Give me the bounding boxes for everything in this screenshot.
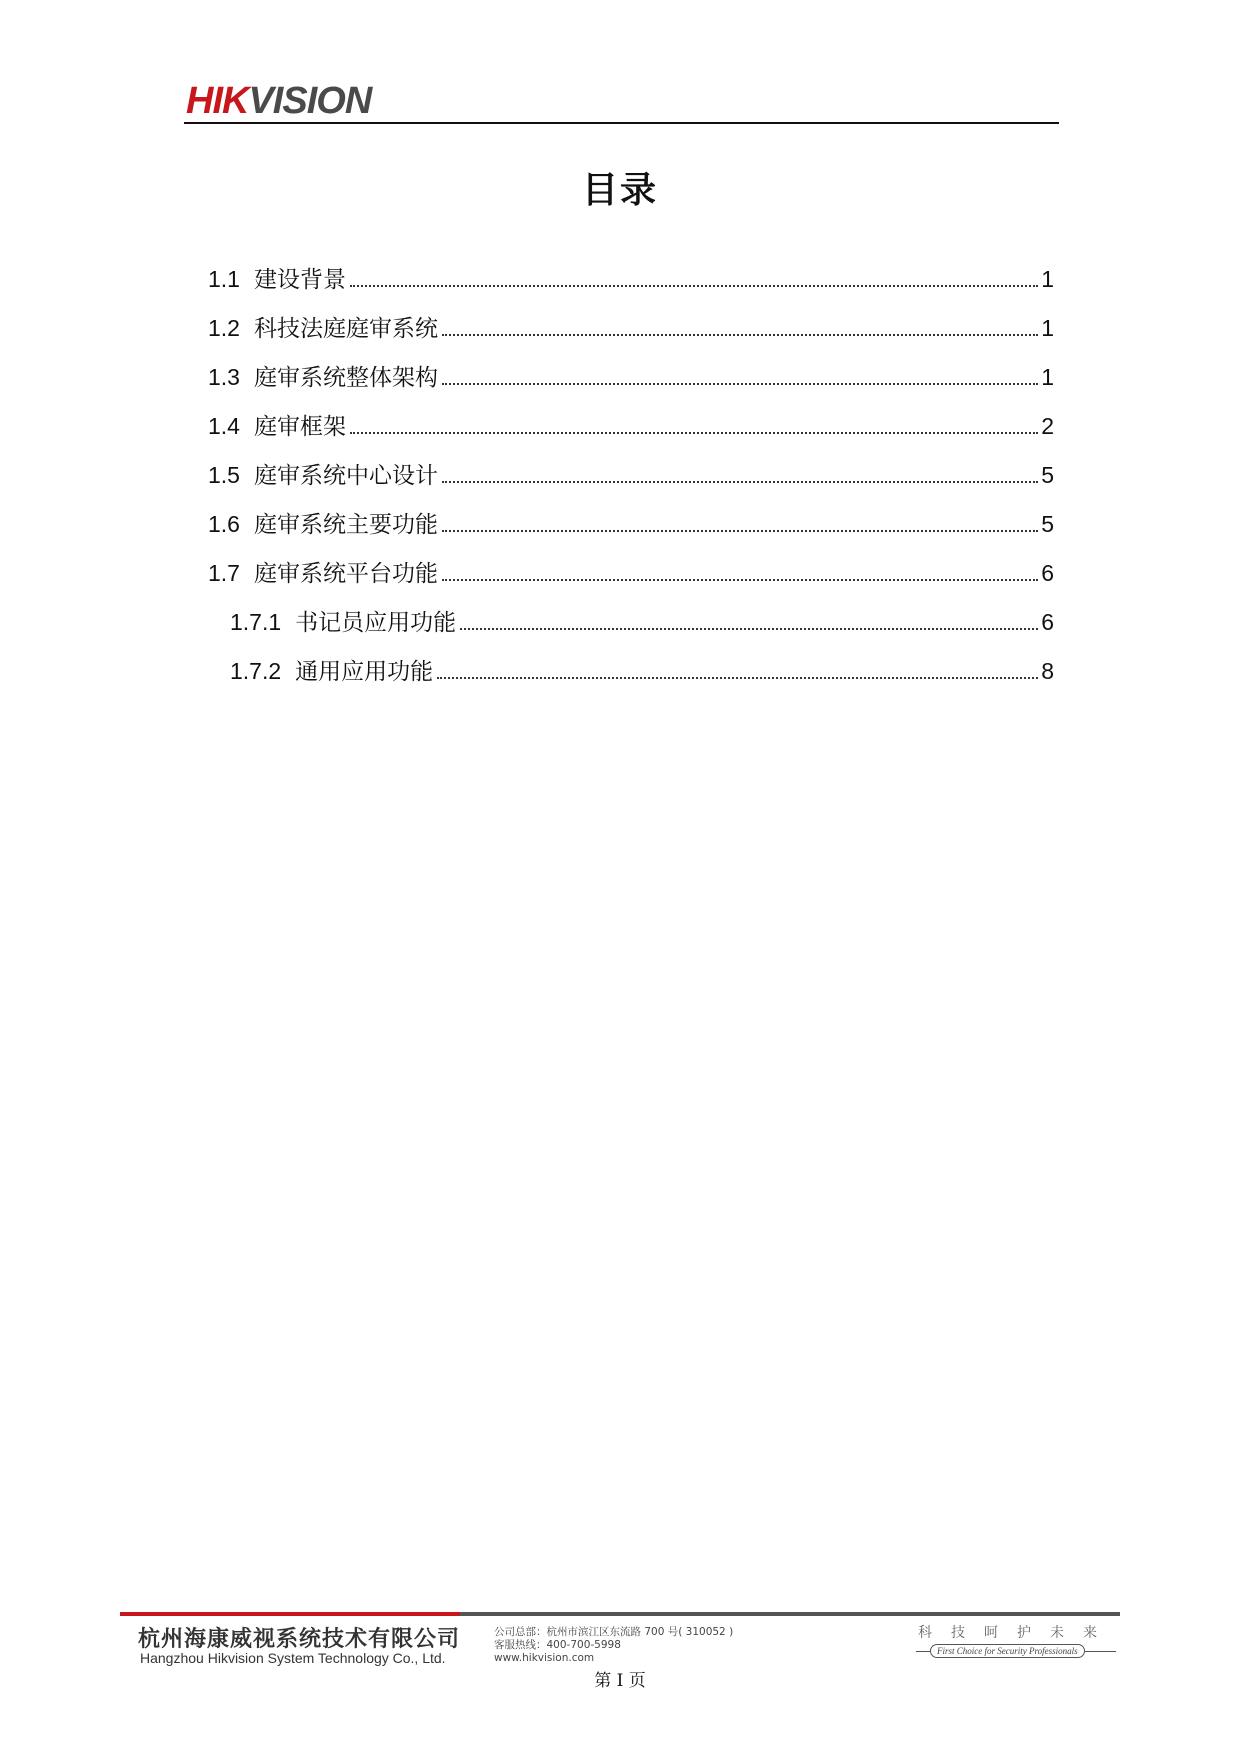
toc-entry-page: 6 (1041, 560, 1054, 586)
page-number: 第 I 页 (594, 1671, 646, 1691)
toc-entry-page: 1 (1041, 364, 1054, 390)
table-of-contents (208, 268, 1054, 709)
toc-entry[interactable] (208, 366, 1054, 415)
footer-contact-info (494, 1626, 733, 1665)
toc-entry-label: 通用应用功能 (295, 659, 434, 685)
toc-leader-dots (437, 677, 1038, 679)
footer-hotline-line: 客服热线：400-700-5998 (494, 1639, 621, 1651)
toc-entry-label: 庭审框架 (253, 414, 346, 440)
toc-entry[interactable] (208, 415, 1054, 464)
toc-leader-dots (350, 432, 1038, 434)
toc-entry[interactable] (208, 464, 1054, 513)
footer-slogan: 科技呵护未来 (918, 1625, 1116, 1641)
toc-leader-dots (442, 530, 1038, 532)
toc-entry-page: 6 (1041, 609, 1054, 635)
toc-entry-page: 8 (1041, 658, 1054, 684)
toc-entry-page: 5 (1041, 511, 1054, 537)
hikvision-logo (186, 82, 371, 120)
toc-entry-page: 1 (1041, 315, 1054, 341)
toc-entry[interactable] (208, 513, 1054, 562)
toc-entry-label: 庭审系统整体架构 (253, 365, 438, 391)
toc-entry-label: 书记员应用功能 (295, 610, 457, 636)
toc-leader-dots (442, 481, 1038, 483)
toc-subentry[interactable] (208, 660, 1054, 709)
toc-entry-label: 科技法庭庭审系统 (253, 316, 438, 342)
toc-entry-number: 1.7 (208, 560, 240, 586)
toc-entry-number: 1.4 (208, 413, 240, 439)
toc-entry-number: 1.1 (208, 266, 240, 292)
toc-entry-page: 2 (1041, 413, 1054, 439)
tagline-text: First Choice for Security Professionals (930, 1644, 1085, 1658)
toc-entry-number: 1.5 (208, 462, 240, 488)
tagline-rule-left (916, 1651, 930, 1652)
toc-leader-dots (460, 628, 1038, 630)
toc-leader-dots (442, 383, 1038, 385)
toc-entry-label: 庭审系统平台功能 (253, 561, 438, 587)
header-divider (184, 122, 1059, 124)
footer-bar-red (120, 1612, 460, 1616)
toc-leader-dots (350, 285, 1038, 287)
toc-title: 目录 (581, 170, 658, 211)
toc-leader-dots (442, 334, 1038, 336)
logo-vision: VISION (248, 80, 372, 122)
logo-hik: HIK (186, 80, 249, 122)
footer-address-line: 公司总部：杭州市滨江区东流路 700 号( 310052 ) (494, 1626, 734, 1638)
toc-subentry[interactable] (208, 611, 1054, 660)
toc-entry-label: 庭审系统主要功能 (253, 512, 438, 538)
toc-entry-number: 1.7.2 (230, 658, 282, 684)
toc-entry-number: 1.6 (208, 511, 240, 537)
toc-entry-number: 1.7.1 (230, 609, 282, 635)
toc-entry-number: 1.3 (208, 364, 240, 390)
tagline-rule-right (1085, 1651, 1116, 1652)
footer-company-name-en: Hangzhou Hikvision System Technology Co., Ltd. (140, 1650, 446, 1666)
toc-entry[interactable] (208, 562, 1054, 611)
toc-entry[interactable] (208, 317, 1054, 366)
footer-bar-gray (460, 1612, 1120, 1616)
footer-tagline (916, 1643, 1116, 1659)
footer-website-line: www.hikvision.com (494, 1652, 595, 1664)
toc-entry[interactable] (208, 268, 1054, 317)
toc-entry-page: 5 (1041, 462, 1054, 488)
toc-entry-number: 1.2 (208, 315, 240, 341)
toc-entry-page: 1 (1041, 266, 1054, 292)
toc-entry-label: 建设背景 (253, 267, 346, 293)
footer-company-name-cn: 杭州海康威视系统技术有限公司 (138, 1627, 461, 1652)
toc-leader-dots (442, 579, 1038, 581)
toc-entry-label: 庭审系统中心设计 (253, 463, 438, 489)
